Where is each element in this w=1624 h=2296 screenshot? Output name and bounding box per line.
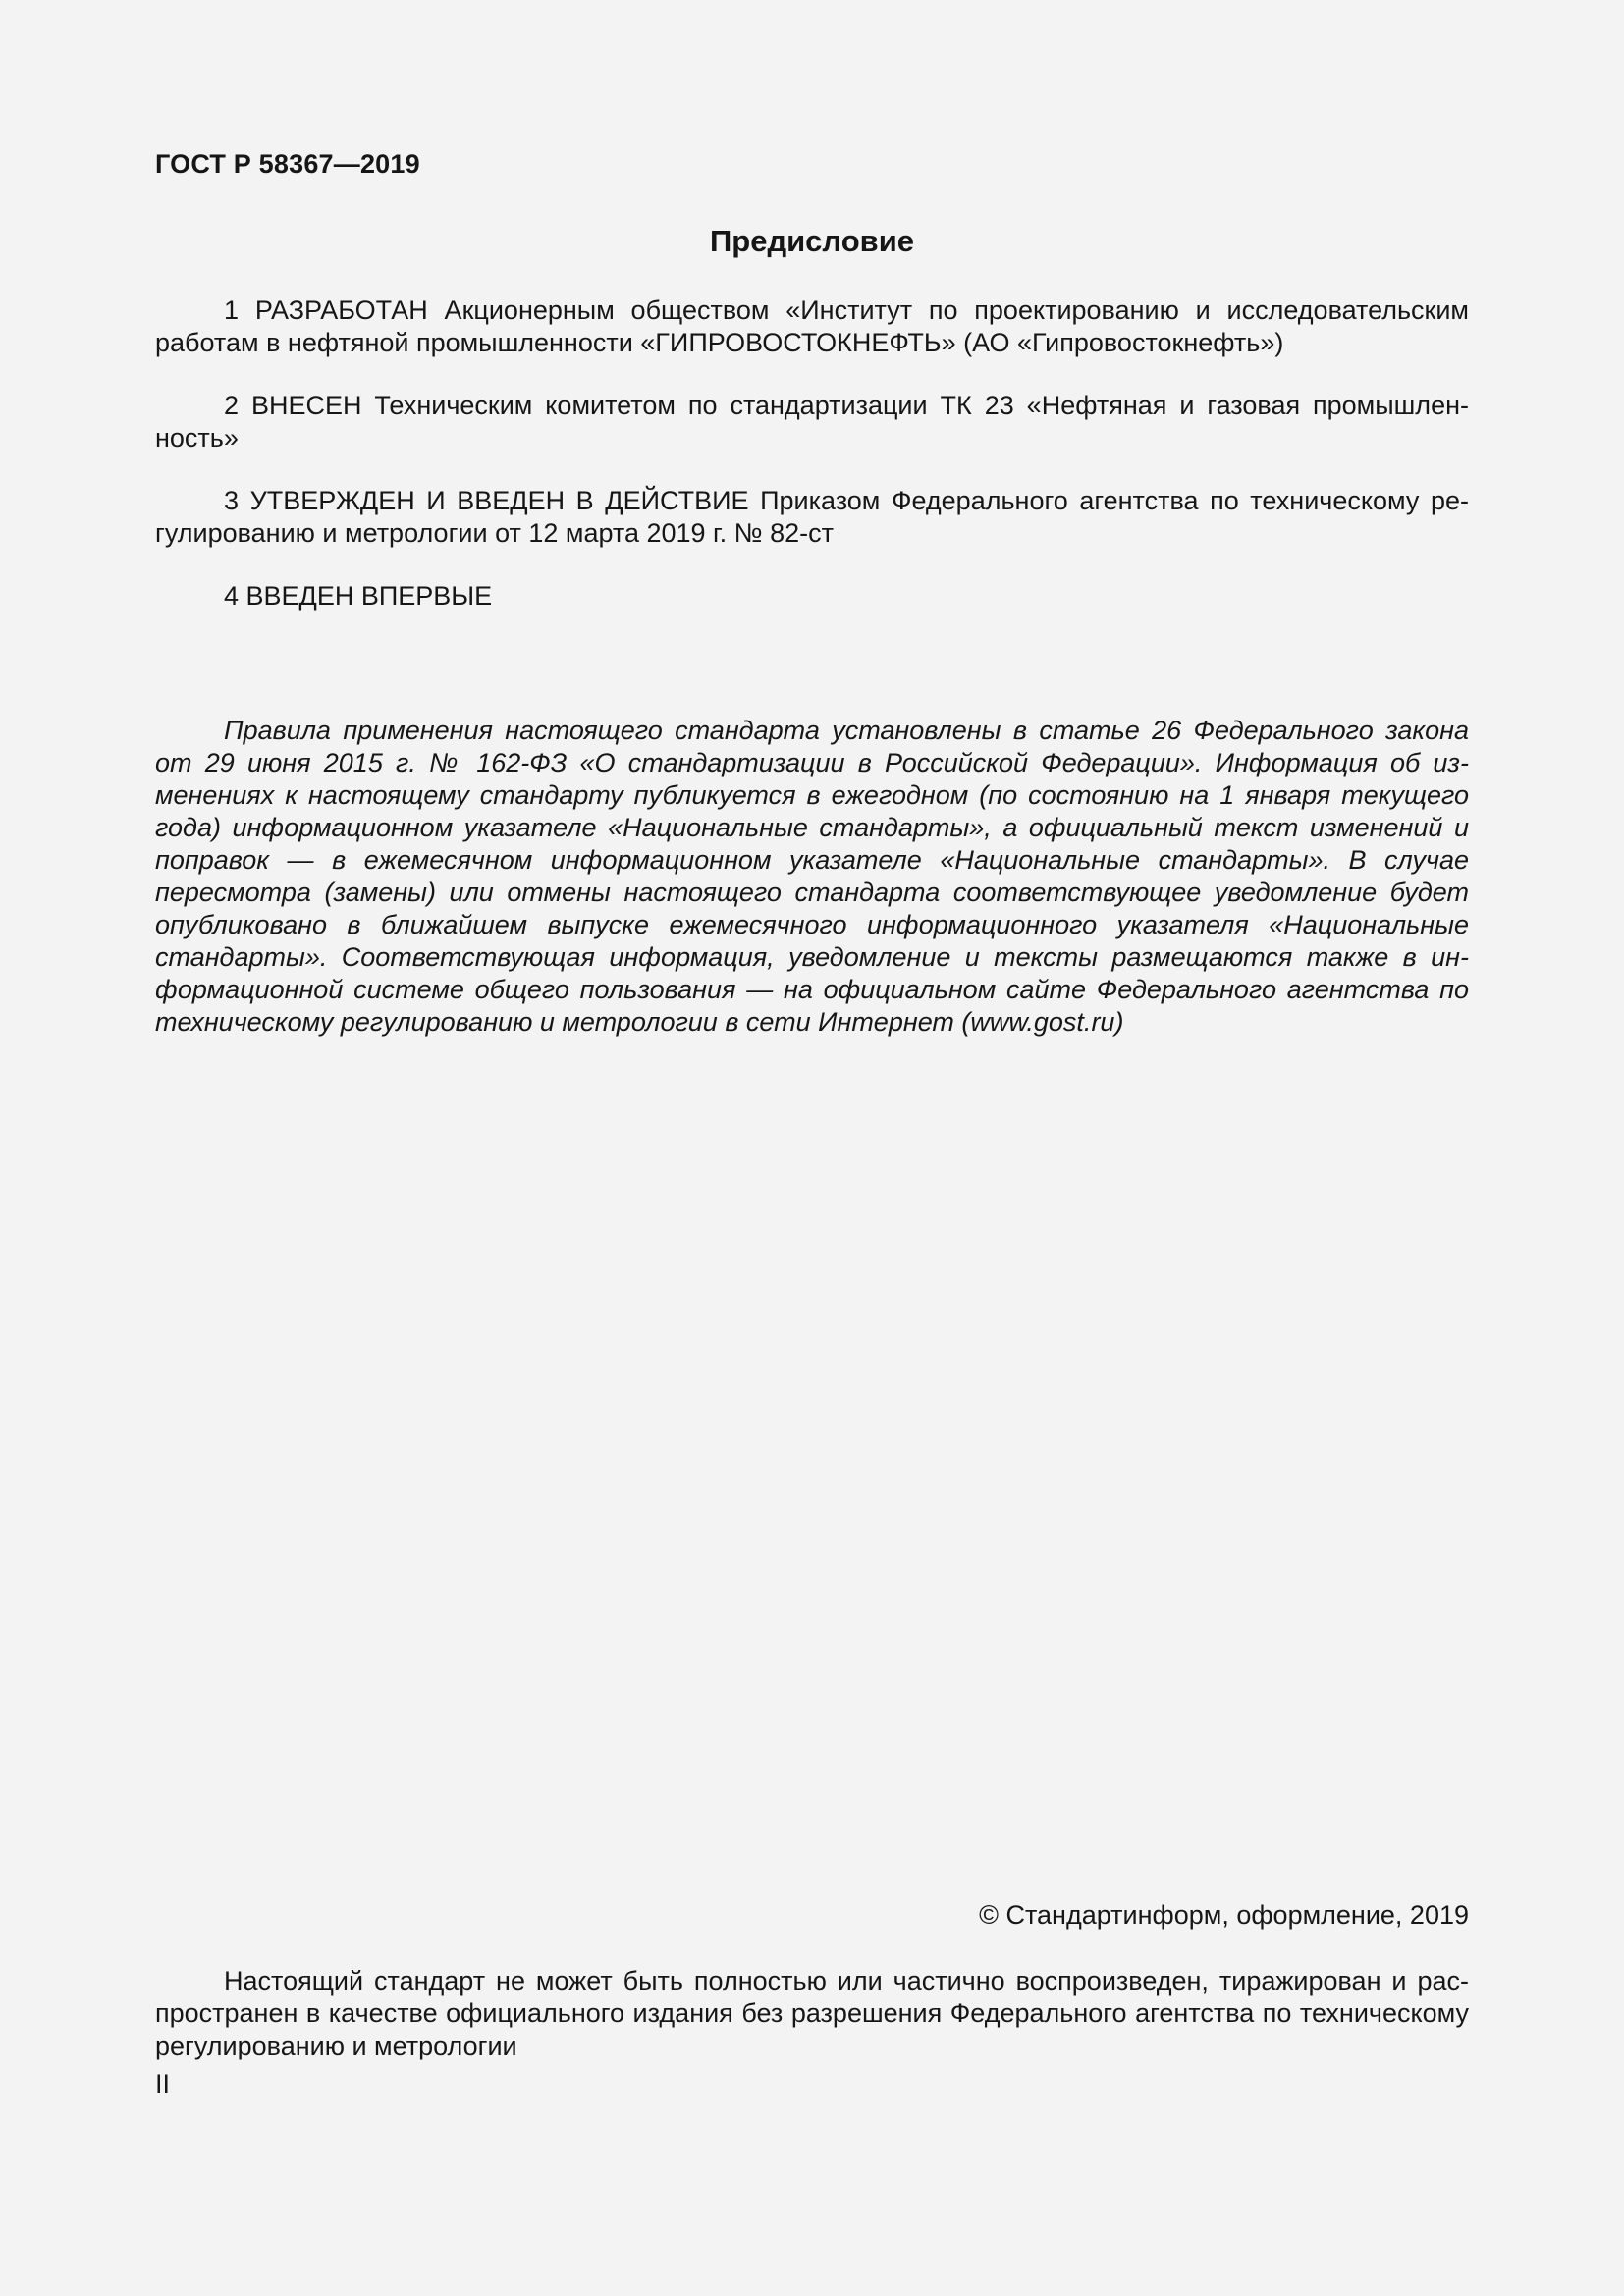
application-rules-notice: Правила применения настоящего стандарта установлены в статье 26 Федерального закона от 29 июня 2015 г. № 162-ФЗ «О стандартизации в Российской Федерации». Информация об изменениях к настоящему стандарту публикуется в ежегодном (по состоянию на 1 января текущего года) информационном указателе «Национальные стандарты», а официальный текст изменений и поправок — в ежемесячном информационном указателе «Национальные стандарты». В случае пересмотра (замены) или отмены настоящего стандарта соответствующее уведомление будет опубликовано в ближайшем выпуске ежемесячного информационного указателя «Национальные стандарты». Соответствующая информация, уведомление и тексты размещаются также в информационной системе общего пользования — на официальном сайте Федерального агентства по техническому регулированию и метрологии в сети Интернет (www.gost.ru) xyxy=(155,716,1469,1037)
preface-item-4: 4 ВВЕДЕН ВПЕРВЫЕ xyxy=(224,581,493,611)
preface-item-1: 1 РАЗРАБОТАН Акционерным обществом «Институт по проектированию и исследовательским работам в нефтяной промышленности «ГИПРОВОСТОКНЕФТЬ» (АО «Гипровостокнефть») xyxy=(155,295,1469,357)
copyright-line: © Стандартинформ, оформление, 2019 xyxy=(979,1900,1469,1930)
preface-item-3: 3 УТВЕРЖДЕН И ВВЕДЕН В ДЕЙСТВИЕ Приказом Федерального агентства по техническому регулированию и метрологии от 12 марта 2019 г. № 82-ст xyxy=(155,486,1469,548)
reproduction-rights-notice: Настоящий стандарт не может быть полностью или частично воспроизведен, тиражирован и распространен в качестве официального издания без разрешения Федерального агентства по техническому регулированию и метрологии xyxy=(155,1966,1469,2060)
page-title: Предисловие xyxy=(709,224,914,258)
document-page xyxy=(155,0,1469,2296)
standard-code: ГОСТ Р 58367—2019 xyxy=(155,149,420,179)
preface-items xyxy=(155,294,1469,643)
preface-item-2: 2 ВНЕСЕН Техническим комитетом по стандартизации ТК 23 «Нефтяная и газовая промышленность» xyxy=(155,391,1469,453)
page-number: II xyxy=(155,2069,171,2099)
